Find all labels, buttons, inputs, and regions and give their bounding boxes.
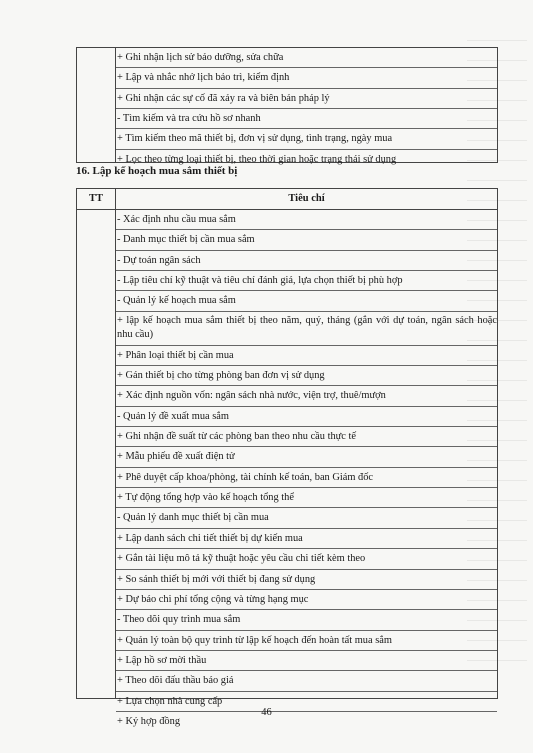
table-row: + Theo dõi đấu thầu báo giá bbox=[116, 671, 497, 691]
tt-column bbox=[77, 210, 116, 698]
table-row: + lập kế hoạch mua sắm thiết bị theo năm, quý, tháng (gắn với dự toán, ngân sách hoặc nhu cầu) bbox=[116, 312, 497, 346]
criteria-rows bbox=[116, 210, 497, 732]
table-row: + Gán thiết bị cho từng phòng ban đơn vị sử dụng bbox=[116, 366, 497, 386]
table-row: + Ghi nhận các sự cố đã xảy ra và biên bản pháp lý bbox=[116, 89, 497, 109]
table-row: + Lựa chọn nhà cung cấp bbox=[116, 692, 497, 712]
table-row: - Theo dõi quy trình mua sắm bbox=[116, 610, 497, 630]
table-row: + Gắn tài liệu mô tả kỹ thuật hoặc yêu cầu chi tiết kèm theo bbox=[116, 549, 497, 569]
table-row: + Phê duyệt cấp khoa/phòng, tài chính kế toán, ban Giám đốc bbox=[116, 468, 497, 488]
page-number: 46 bbox=[261, 707, 272, 718]
table-row: - Xác định nhu cầu mua sắm bbox=[116, 210, 497, 230]
table-row: - Lập tiêu chí kỹ thuật và tiêu chí đánh giá, lựa chọn thiết bị phù hợp bbox=[116, 271, 497, 291]
table-row: + Lập danh sách chi tiết thiết bị dự kiến mua bbox=[116, 529, 497, 549]
table-row: - Danh mục thiết bị cần mua sắm bbox=[116, 230, 497, 250]
header-tt: TT bbox=[77, 189, 116, 209]
table-row: + Tự động tổng hợp vào kế hoạch tổng thể bbox=[116, 488, 497, 508]
table-row: + Quản lý toàn bộ quy trình từ lập kế hoạch đến hoàn tất mua sắm bbox=[116, 631, 497, 651]
table-row: + Lọc theo từng loại thiết bị, theo thời gian hoặc trạng thái sử dụng bbox=[117, 153, 397, 165]
criteria-rows bbox=[116, 48, 497, 170]
table-row: - Quản lý danh mục thiết bị cần mua bbox=[116, 508, 497, 528]
criteria-table-continued bbox=[76, 47, 498, 163]
section-heading: 16. Lập kế hoạch mua sắm thiết bị bbox=[76, 165, 238, 177]
table-row: - Quản lý kế hoạch mua sắm bbox=[116, 291, 497, 311]
table-row: + So sánh thiết bị mới với thiết bị đang sử dụng bbox=[116, 570, 497, 590]
table-row: + Tìm kiếm theo mã thiết bị, đơn vị sử dụng, tình trạng, ngày mua bbox=[116, 129, 497, 149]
header-criteria: Tiêu chí bbox=[288, 193, 325, 204]
table-row: - Tìm kiếm và tra cứu hồ sơ nhanh bbox=[116, 109, 497, 129]
table-row: - Dự toán ngân sách bbox=[116, 251, 497, 271]
table-row: + Ký hợp đồng bbox=[117, 715, 181, 727]
tt-column bbox=[77, 48, 116, 162]
table-row: + Phân loại thiết bị cần mua bbox=[116, 346, 497, 366]
table-row: + Lập và nhắc nhở lịch bảo trì, kiểm định bbox=[116, 68, 497, 88]
table-row: - Quản lý đề xuất mua sắm bbox=[116, 407, 497, 427]
table-row: + Dự báo chi phí tổng cộng và từng hạng mục bbox=[116, 590, 497, 610]
table-row: + Ghi nhận đề suất từ các phòng ban theo nhu cầu thực tế bbox=[116, 427, 497, 447]
table-row: + Lập hồ sơ mời thầu bbox=[116, 651, 497, 671]
table-row: + Mẫu phiếu đề xuất điện tử bbox=[116, 447, 497, 467]
table-header bbox=[77, 189, 497, 210]
table-row: + Xác định nguồn vốn: ngân sách nhà nước, viện trợ, thuê/mượn bbox=[116, 386, 497, 406]
table-row: + Ghi nhận lịch sử bảo dưỡng, sửa chữa bbox=[116, 48, 497, 68]
